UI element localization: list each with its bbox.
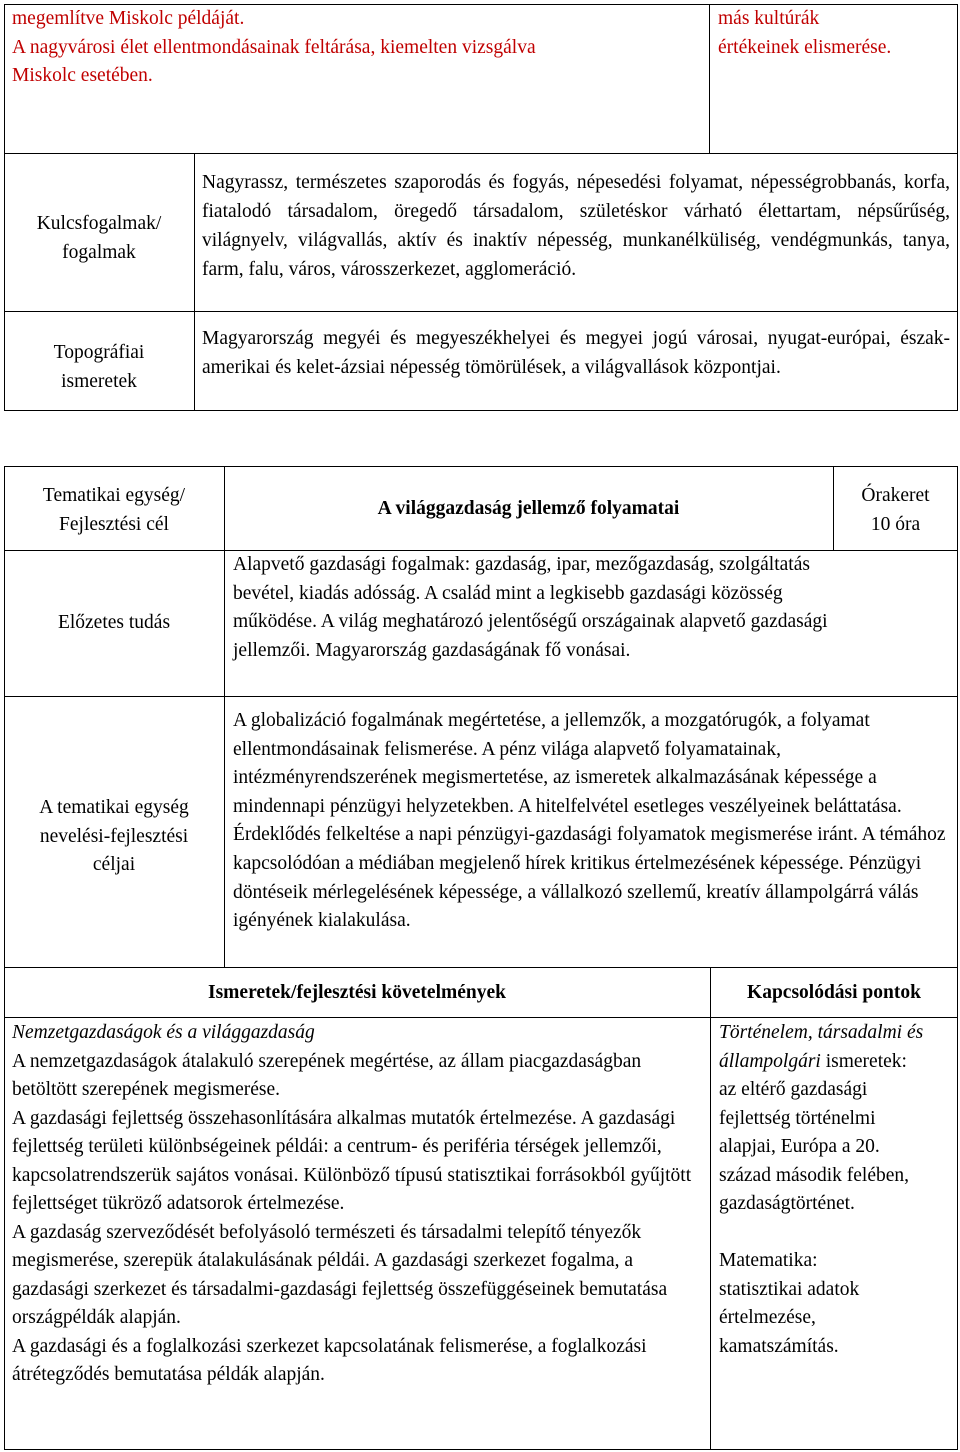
header-divider-1: [224, 466, 225, 968]
unit-header-label-2: Fejlesztési cél: [59, 513, 169, 535]
lower-divider: [710, 967, 711, 1450]
row0-left-line2a: A nagyvárosi élet ellentmondásainak feltárása,: [12, 36, 381, 58]
elozetes-label: Előzetes tudás: [57, 612, 171, 633]
orakeret-label: Órakeret: [861, 485, 930, 506]
ismeretek-body: [12, 1019, 702, 1390]
row0-left-line3: Miskolc esetében.: [12, 65, 153, 87]
row0-left-line2b: kiemelten vizsgálva: [380, 36, 536, 58]
row0-right-line2: értékeinek elismerése.: [718, 36, 892, 58]
row0-left-text: [12, 5, 702, 91]
elozetes-text: Alapvető gazdasági fogalmak: gazdaság, ipar, mezőgazdaság, szolgáltatás bevétel, kiadás adósság. A család mint a legkisebb gazdasági közösség működése. A világ meghatározó jelentőségű országainak alapvető gazdasági jellemzői. Magyarország gazdaságának fő vonásai.: [233, 554, 828, 662]
kapcs-hist-italic: Történelem, társadalmi és állampolgári: [719, 1022, 924, 1072]
kapcs-math-title: Matematika:: [719, 1250, 818, 1271]
kapcsolodasi-body: [719, 1019, 929, 1361]
orakeret-value: 10 óra: [870, 513, 921, 535]
concepts-divider: [194, 153, 195, 411]
ismeretek-title: Nemzetgazdaságok és a világgazdaság: [12, 1022, 315, 1043]
top-table-row0-divider: [709, 4, 710, 154]
ismeretek-p3: A gazdaság szerveződését befolyásoló természeti és társadalmi telepítő tényezők megismerése, szerepük átalakulásának példái. A gazdasági szerkezet fogalma, a gazdasági szerkezet és társadalmi-gazdasági fejlettség összefüggéseinek bemutatása országpéldák alapján.: [12, 1221, 668, 1328]
unit-header-label: [4, 482, 224, 539]
topografiai-label-1: Topográfiai: [53, 342, 145, 363]
row0-right-line1: más kultúrák: [718, 8, 820, 29]
kulcsfogalmak-label-2: fogalmak: [62, 241, 136, 263]
topografiai-label: [4, 339, 194, 396]
ismeretek-p2: A gazdasági fejlettség összehasonlítására alkalmas mutatók értelmezése. A gazdasági fejlettség területi különbségeinek példái: a centrum- és periféria térségek jellemzői, kapcsolatrendszerük sajátos vonásai. Különböző típusú statisztikai forrásokból gyűjtött fejlettséget tükröző adatsorok értelmezése.: [12, 1107, 692, 1214]
celjai-label: [4, 794, 224, 880]
kulcsfogalmak-text: Nagyrassz, természetes szaporodás és fogyás, népesedési folyamat, népességrobbanás, korfa, fiatalodó társadalom, öregedő társadalom, születéskor várható élettartam, népsűrűség, világnyelv, világvallás, aktív és inaktív népesség, munkanélküliség, vendégmunkás, tanya, farm, falu, város, városszerkezet, agglomeráció.: [202, 172, 950, 280]
unit-header-label-1: Tematikai egység/: [42, 485, 186, 506]
kulcsfogalmak-label-1: Kulcsfogalmak/: [36, 213, 162, 234]
celjai-bottom: [4, 967, 958, 968]
unit-title: A világgazdaság jellemző folyamatai: [377, 498, 680, 519]
kapcs-hist-rest: ismeretek: az eltérő gazdasági fejlettség történelmi alapjai, Európa a 20. század második felében, gazdaságtörténet.: [719, 1050, 910, 1214]
kapcs-math-rest: statisztikai adatok értelmezése, kamatszámítás.: [719, 1278, 860, 1357]
topografiai-text: Magyarország megyéi és megyeszékhelyei és megyei jogú városai, nyugat-európai, észak-amerikai és kelet-ázsiai népesség tömörülések, a világvallások központjai.: [202, 328, 950, 378]
elozetes-bottom: [4, 696, 958, 697]
kapcsolodasi-header: Kapcsolódási pontok: [747, 982, 921, 1003]
ismeretek-p4: A gazdasági és a foglalkozási szerkezet kapcsolatának felismerése, a foglalkozási átrétegződés bemutatása példák alapján.: [12, 1335, 647, 1385]
ismeretek-p1: A nemzetgazdaságok átalakuló szerepének megértése, az állam piacgazdaságban betöltött szerepének megismerése.: [12, 1050, 642, 1100]
celjai-text: A globalizáció fogalmának megértetése, a jellemzők, a mozgatórugók, a folyamat ellentmondásainak felismerése. A pénz világa alapvető folyamatainak, intézményrendszerének megismertetése, az ismeretek alkalmazásának képessége a mindennapi pénzügyi helyzetekben. A hitelfelvétel esetleges veszélyeinek beláttatása. Érdeklődés felkeltése a napi pénzügyi-gazdasági folyamatok megismerése iránt. A témához kapcsolódóan a médiában megjelenő hírek kritikus értelmezésének képessége. Pénzügyi döntéseik mérlegelésének képessége, a vállalkozó szellemű, kreatív állampolgárrá válás igényének kialakulása.: [233, 710, 946, 932]
row0-right-text: [718, 5, 953, 62]
celjai-label-2: nevelési-fejlesztési: [39, 825, 189, 847]
kulcsfogalmak-label: [4, 210, 194, 267]
ismeretek-header: Ismeretek/fejlesztési követelmények: [208, 982, 506, 1003]
lower-header-bottom: [4, 1017, 958, 1018]
celjai-label-3: céljai: [92, 854, 136, 876]
row0-left-line1: megemlítve Miskolc példáját.: [12, 8, 245, 29]
concepts-row-divider: [4, 311, 958, 312]
celjai-label-1: A tematikai egység: [39, 797, 189, 818]
orakeret: [833, 482, 958, 539]
topografiai-label-2: ismeretek: [61, 370, 137, 392]
